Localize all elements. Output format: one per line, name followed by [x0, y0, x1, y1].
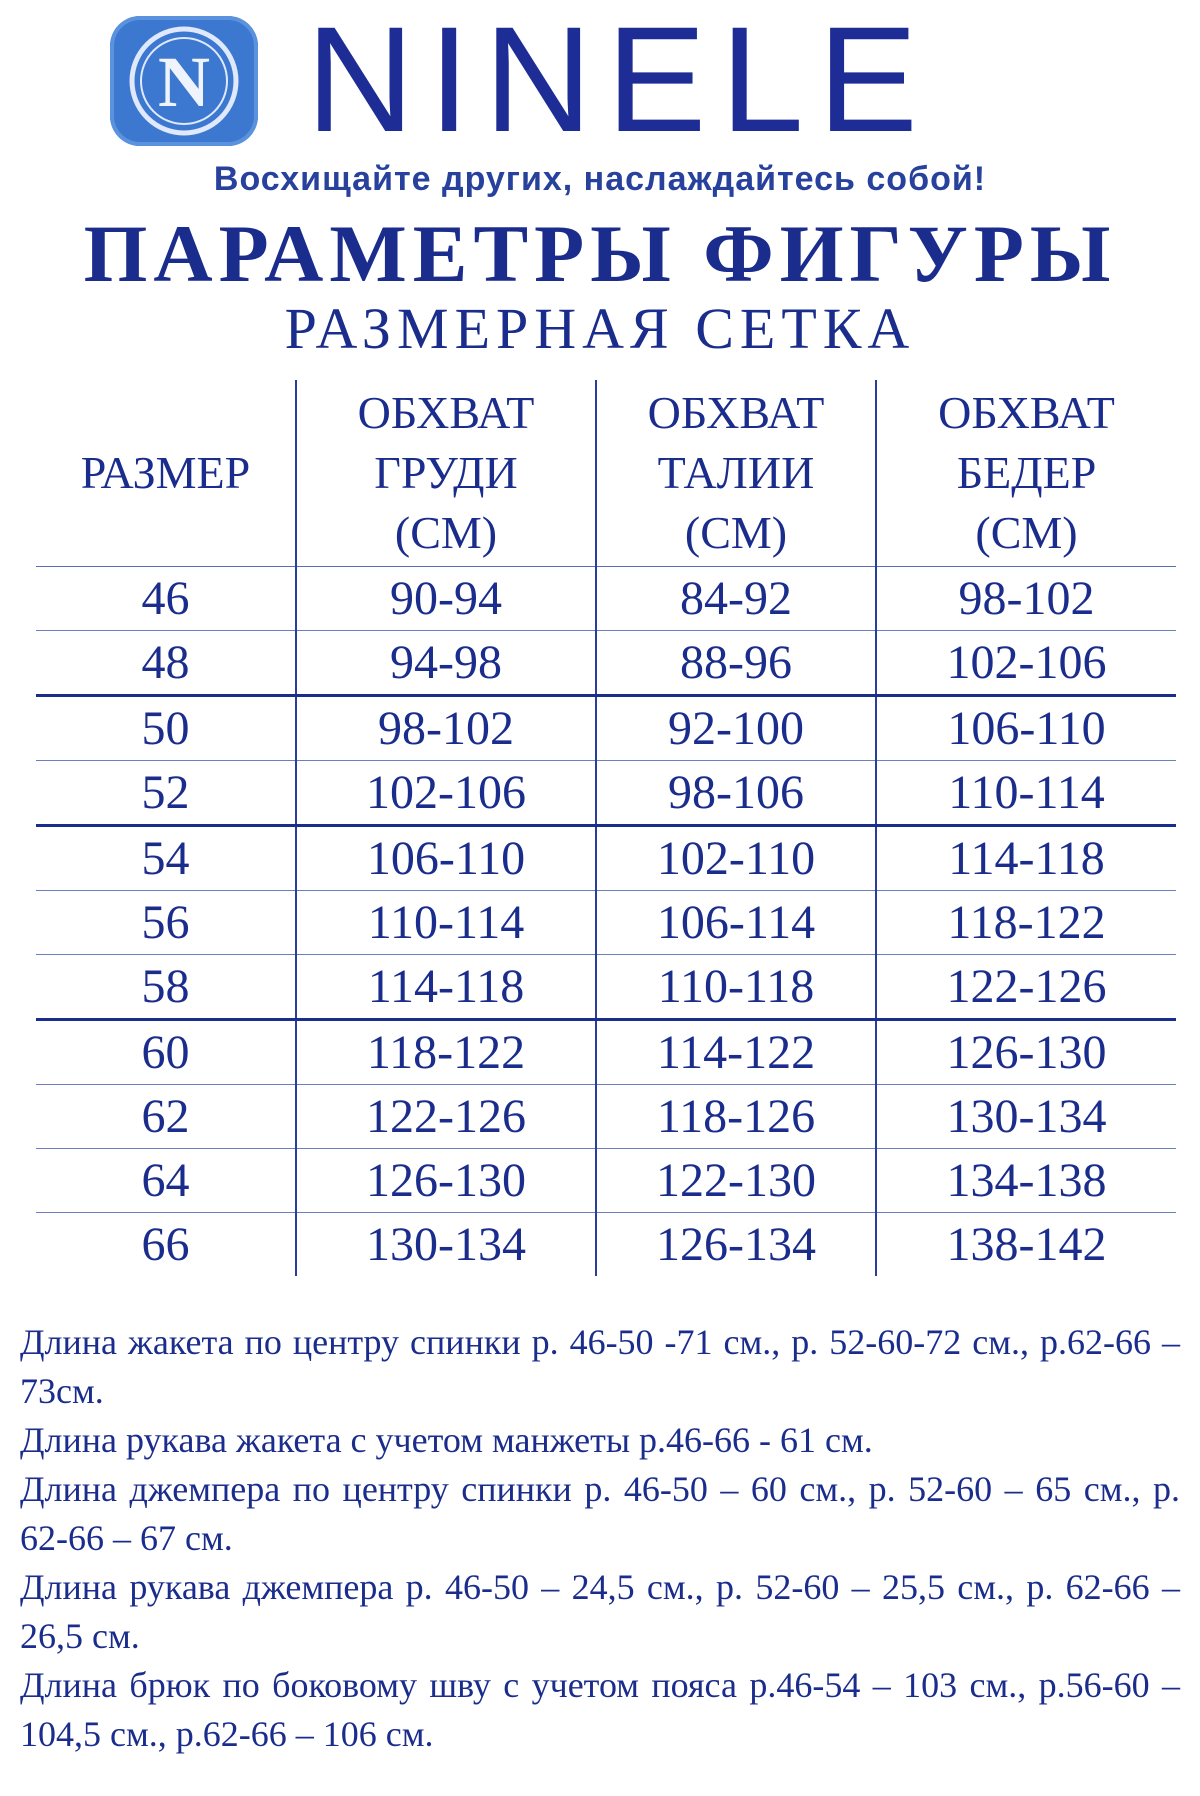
cell-size: 60	[36, 1020, 296, 1085]
cell-hips: 122-126	[876, 955, 1176, 1020]
cell-chest: 130-134	[296, 1213, 596, 1277]
cell-waist: 106-114	[596, 891, 876, 955]
table-row	[36, 1213, 1176, 1277]
cell-waist: 92-100	[596, 696, 876, 761]
cell-hips: 138-142	[876, 1213, 1176, 1277]
header-waist: ОБХВАТ ТАЛИИ (СМ)	[596, 380, 876, 567]
cell-waist: 126-134	[596, 1213, 876, 1277]
cell-size: 52	[36, 761, 296, 826]
cell-waist: 88-96	[596, 631, 876, 696]
table-header-row	[36, 380, 1176, 567]
brand-header	[0, 0, 1200, 210]
cell-size: 62	[36, 1085, 296, 1149]
cell-hips: 126-130	[876, 1020, 1176, 1085]
cell-size: 50	[36, 696, 296, 761]
table-row	[36, 631, 1176, 696]
table-row	[36, 696, 1176, 761]
logo-letter: N	[158, 42, 210, 122]
page-subtitle: РАЗМЕРНАЯ СЕТКА	[284, 296, 916, 361]
note-jumper-sleeve: Длина рукава джемпера р. 46-50 – 24,5 см., р. 52-60 – 25,5 см., р. 62-66 – 26,5 см.	[20, 1567, 1180, 1656]
table-row	[36, 891, 1176, 955]
header-chest: ОБХВАТ ГРУДИ (СМ)	[296, 380, 596, 567]
cell-waist: 102-110	[596, 826, 876, 891]
logo-emblem-icon	[110, 16, 258, 146]
cell-waist: 110-118	[596, 955, 876, 1020]
cell-size: 58	[36, 955, 296, 1020]
cell-waist: 98-106	[596, 761, 876, 826]
table-row	[36, 1149, 1176, 1213]
table-row	[36, 955, 1176, 1020]
cell-size: 66	[141, 1217, 190, 1271]
cell-hips: 134-138	[876, 1149, 1176, 1213]
cell-hips: 130-134	[876, 1085, 1176, 1149]
cell-chest: 102-106	[296, 761, 596, 826]
table-row	[36, 567, 1176, 631]
cell-chest: 122-126	[296, 1085, 596, 1149]
cell-chest: 110-114	[296, 891, 596, 955]
note-jacket-length: Длина жакета по центру спинки р. 46-50 -71 см., р. 52-60-72 см., р.62-66 – 73см.	[20, 1322, 1180, 1411]
cell-chest: 118-122	[296, 1020, 596, 1085]
cell-chest: 114-118	[296, 955, 596, 1020]
cell-hips: 98-102	[876, 567, 1176, 631]
cell-hips: 102-106	[876, 631, 1176, 696]
table-row	[36, 1020, 1176, 1085]
cell-waist: 122-130	[596, 1149, 876, 1213]
table-row	[36, 761, 1176, 826]
cell-hips: 106-110	[876, 696, 1176, 761]
logo-badge	[110, 16, 258, 146]
cell-hips: 118-122	[876, 891, 1176, 955]
cell-hips: 114-118	[876, 826, 1176, 891]
cell-size: 56	[36, 891, 296, 955]
cell-chest: 98-102	[296, 696, 596, 761]
table-row	[36, 826, 1176, 891]
cell-chest: 106-110	[296, 826, 596, 891]
cell-size: 48	[36, 631, 296, 696]
size-chart-table	[36, 380, 1176, 1276]
cell-size: 64	[36, 1149, 296, 1213]
cell-waist: 84-92	[596, 567, 876, 631]
cell-chest: 126-130	[296, 1149, 596, 1213]
table-row	[36, 1085, 1176, 1149]
cell-chest: 94-98	[296, 631, 596, 696]
header-hips: ОБХВАТ БЕДЕР (СМ)	[876, 380, 1176, 567]
note-jumper-length: Длина джемпера по центру спинки р. 46-50 – 60 см., р. 52-60 – 65 см., р. 62-66 – 67 см.	[20, 1469, 1180, 1558]
cell-size: 46	[36, 567, 296, 631]
cell-waist: 118-126	[596, 1085, 876, 1149]
brand-tagline: Восхищайте других, наслаждайтесь собой!	[213, 160, 987, 198]
cell-waist: 114-122	[596, 1020, 876, 1085]
note-trousers-length: Длина брюк по боковому шву с учетом пояса р.46-54 – 103 см., р.56-60 – 104,5 см., р.62-66 – 106 см.	[20, 1665, 1180, 1754]
cell-size: 54	[36, 826, 296, 891]
cell-hips: 110-114	[876, 761, 1176, 826]
cell-chest: 90-94	[296, 567, 596, 631]
brand-name: NINELE	[306, 0, 932, 163]
page-title: ПАРАМЕТРЫ ФИГУРЫ	[83, 208, 1117, 299]
header-size: РАЗМЕР	[36, 380, 296, 567]
note-jacket-sleeve: Длина рукава жакета с учетом манжеты р.46-66 - 61 см.	[20, 1420, 873, 1460]
garment-notes	[20, 1318, 1180, 1759]
